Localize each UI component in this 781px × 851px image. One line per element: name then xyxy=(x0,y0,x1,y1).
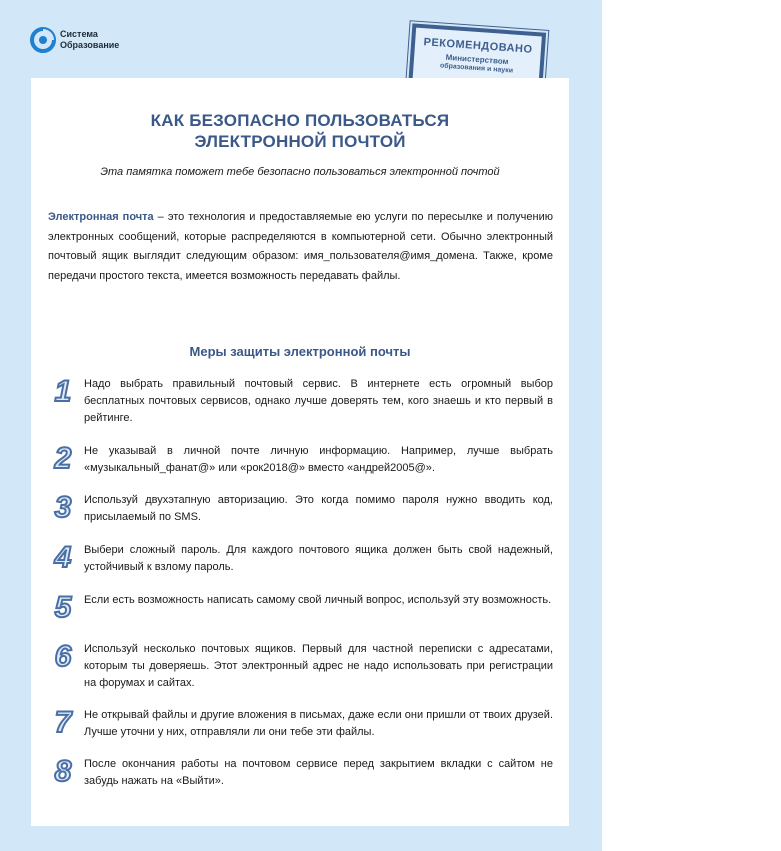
tip-number: 5 xyxy=(54,591,72,624)
tip-text: Выбери сложный пароль. Для каждого почтового ящика должен быть свой надежный, устойчивый к взлому пароль. xyxy=(84,544,553,573)
content-card xyxy=(31,78,569,826)
tip-text: Не указывай в личной почте личную информацию. Например, лучше выбрать «музыкальный_фанат@» или «рок2018@» вместо «андрей2005@». xyxy=(84,445,553,474)
stamp-line2: Министерством xyxy=(445,52,509,67)
logo-line1: Система xyxy=(60,29,98,39)
tip-item-7 xyxy=(48,707,553,741)
intro-term: Электронная почта xyxy=(48,211,154,223)
intro-dash: – xyxy=(153,211,168,223)
intro-text: это технология и предоставляемые ею услуги по пересылке и получению электронных сообщений, которые распределяются в компьютерной сети. Обычно электронный почтовый ящик выглядит следующим образом: имя_пользователя@имя_домена. Также, кроме передачи простого текста, имеется возможность передавать файлы. xyxy=(48,211,553,282)
tip-item-3 xyxy=(48,492,553,526)
tip-text: После окончания работы на почтовом сервисе перед закрытием вкладки с сайтом не забудь нажать на «Выйти». xyxy=(84,758,553,787)
logo-text xyxy=(60,29,119,51)
page-title xyxy=(31,110,569,152)
subtitle: Эта памятка поможет тебе безопасно пользоваться электронной почтой xyxy=(100,166,500,178)
tip-number: 1 xyxy=(54,375,72,408)
tip-text: Надо выбрать правильный почтовый сервис. В интернете есть огромный выбор бесплатных почтовых сервисов, однако лучше доверять тем, кого знаешь и кто первый в рейтинге. xyxy=(84,378,553,424)
tip-number: 2 xyxy=(54,442,72,475)
tip-number: 4 xyxy=(54,541,72,574)
tip-number: 8 xyxy=(54,755,72,788)
tip-text: Не открывай файлы и другие вложения в письмах, даже если они пришли от твоих друзей. Лучше уточни у них, отправляли ли они тебе эти файлы. xyxy=(84,709,553,738)
tip-item-2 xyxy=(48,443,553,477)
title-line2: ЭЛЕКТРОННОЙ ПОЧТОЙ xyxy=(194,132,406,151)
intro-paragraph xyxy=(48,208,553,286)
tip-item-4 xyxy=(48,542,553,576)
tip-text: Используй двухэтапную авторизацию. Это когда помимо пароля нужно вводить код, присылаемый по SMS. xyxy=(84,494,553,523)
tip-item-1 xyxy=(48,376,553,427)
section-title: Меры защиты электронной почты xyxy=(189,344,411,359)
logo xyxy=(30,24,119,56)
logo-line2: Образование xyxy=(60,40,120,50)
tip-number: 7 xyxy=(54,706,72,739)
tip-text: Если есть возможность написать самому свой личный вопрос, используй эту возможность. xyxy=(84,594,552,606)
tip-item-8 xyxy=(48,756,553,790)
tip-number: 3 xyxy=(54,491,72,524)
tip-number: 6 xyxy=(54,640,72,673)
tip-text: Используй несколько почтовых ящиков. Первый для частной переписки с адресатами, которым ты доверяешь. Этот электронный адрес не надо использовать при регистрации на форумах и сайтах. xyxy=(84,643,553,689)
tip-item-6 xyxy=(48,641,553,692)
stamp-line3: образования и науки xyxy=(439,62,514,75)
stamp-line1: РЕКОМЕНДОВАНО xyxy=(423,36,533,56)
logo-icon xyxy=(30,24,56,56)
tip-item-5 xyxy=(48,592,553,624)
title-line1: КАК БЕЗОПАСНО ПОЛЬЗОВАТЬСЯ xyxy=(150,111,450,130)
